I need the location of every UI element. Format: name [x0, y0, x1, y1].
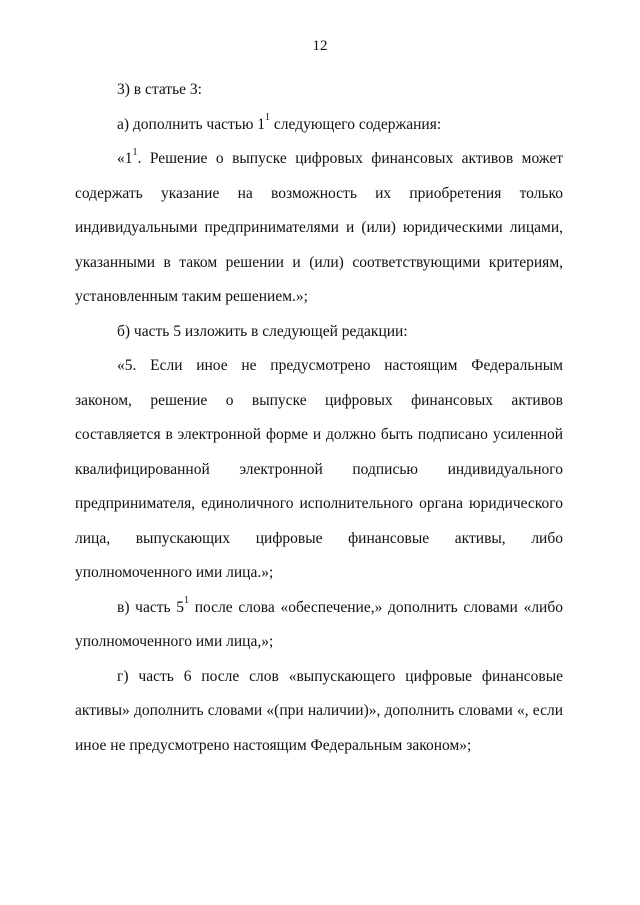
paragraph-text: . Решение о выпуске цифровых финансовых активов может содержать указание на возможность их приобретения только индивидуальными предпринимателями и (или) юридическими лицами, указанными в таком решении и (или) соответствующими критериям, установленным таким решением.»;: [75, 150, 563, 305]
paragraph-part-1-1-text: [75, 142, 563, 315]
paragraph-item-g: [75, 660, 563, 764]
paragraph-text: б) часть 5 изложить в следующей редакции:: [117, 322, 408, 340]
paragraph-text: г) часть 6 после слов «выпускающего цифровые финансовые активы» дополнить словами «(при наличии)», дополнить словами «, если иное не предусмотрено настоящим Федеральным законом»;: [75, 667, 563, 754]
superscript: 1: [132, 146, 138, 158]
page-number: 12: [312, 38, 328, 54]
document-body: [75, 73, 563, 763]
paragraph-text: после слова «обеспечение,» дополнить словами «либо уполномоченного ими лица,»;: [75, 598, 563, 650]
paragraph-text: «1: [117, 150, 133, 167]
paragraph-text: в) часть 5: [117, 598, 185, 616]
paragraph-text: «5. Если иное не предусмотрено настоящим Федеральным законом, решение о выпуске цифровых финансовых активов составляется в электронной форме и должно быть подписано усиленной квалифицированной электронной подписью индивидуального предпринимателя, единоличного исполнительного органа юридического лица, выпускающих цифровые финансовые активы, либо уполномоченного ими лица.»;: [75, 357, 563, 581]
paragraph-article-3-heading: [75, 73, 563, 108]
paragraph-item-v: [75, 591, 563, 660]
paragraph-item-b: [75, 315, 563, 350]
paragraph-part-5-text: [75, 349, 563, 591]
paragraph-text: следующего содержания:: [270, 115, 442, 133]
paragraph-text: а) дополнить частью 1: [117, 115, 266, 133]
superscript: 1: [265, 112, 271, 124]
superscript: 1: [184, 595, 190, 607]
paragraph-item-a: [75, 108, 563, 143]
paragraph-text: 3) в статье 3:: [117, 81, 202, 98]
